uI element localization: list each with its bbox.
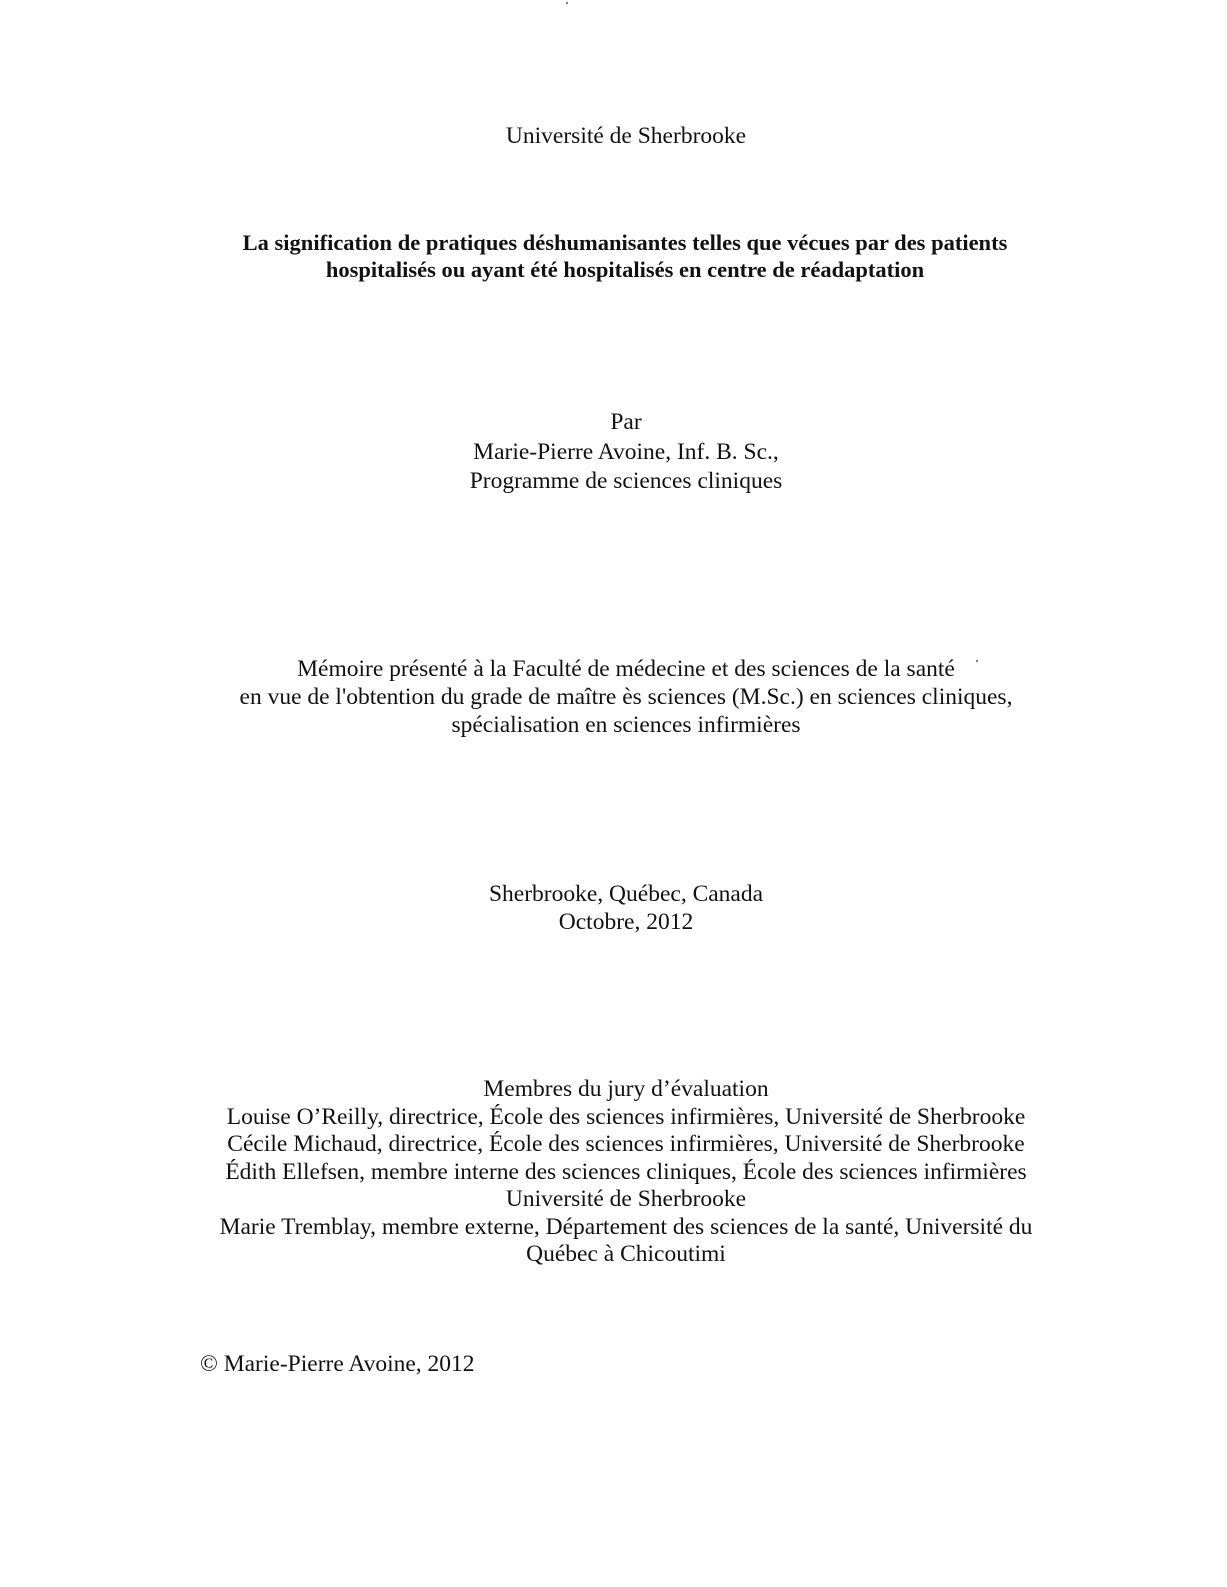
jury-block — [0, 1076, 1227, 1269]
jury-heading: Membres du jury d’évaluation — [483, 1076, 769, 1102]
place-date — [0, 880, 1227, 936]
jury-member-line: Québec à Chicoutimi — [526, 1241, 726, 1267]
title-line-1: La signification de pratiques déshumanisantes telles que vécues par des patients — [242, 230, 1008, 255]
thesis-line-2: en vue de l'obtention du grade de maître ès sciences (M.Sc.) en sciences cliniques, — [239, 684, 1013, 710]
jury-member-line: Cécile Michaud, directrice, École des sciences infirmières, Université de Sherbrooke — [227, 1131, 1025, 1157]
copyright-notice: © Marie-Pierre Avoine, 2012 — [200, 1351, 475, 1377]
thesis-title — [0, 229, 1227, 283]
jury-member-line: Marie Tremblay, membre externe, Département des sciences de la santé, Université du — [219, 1213, 1033, 1240]
author-block — [0, 408, 1227, 497]
location: Sherbrooke, Québec, Canada — [488, 881, 764, 907]
author-by: Par — [610, 409, 642, 435]
thesis-line-1: Mémoire présenté à la Faculté de médecine et des sciences de la santé — [297, 656, 955, 682]
thesis-statement — [0, 655, 1227, 739]
scan-speck — [566, 2, 568, 4]
title-line-2: hospitalisés ou ayant été hospitalisés en centre de réadaptation — [325, 257, 925, 282]
author-program: Programme de sciences cliniques — [469, 468, 783, 494]
jury-member-line: Louise O’Reilly, directrice, École des sciences infirmières, Université de Sherbrooke — [226, 1103, 1026, 1130]
university-name: Université de Sherbrooke — [505, 123, 747, 149]
university-heading — [0, 123, 1227, 150]
jury-member-line: Édith Ellefsen, membre interne des sciences cliniques, École des sciences infirmières — [225, 1158, 1027, 1185]
thesis-line-3: spécialisation en sciences infirmières — [451, 712, 801, 738]
date: Octobre, 2012 — [558, 909, 694, 935]
author-name: Marie-Pierre Avoine, Inf. B. Sc., — [473, 438, 779, 465]
jury-member-line: Université de Sherbrooke — [505, 1186, 747, 1212]
